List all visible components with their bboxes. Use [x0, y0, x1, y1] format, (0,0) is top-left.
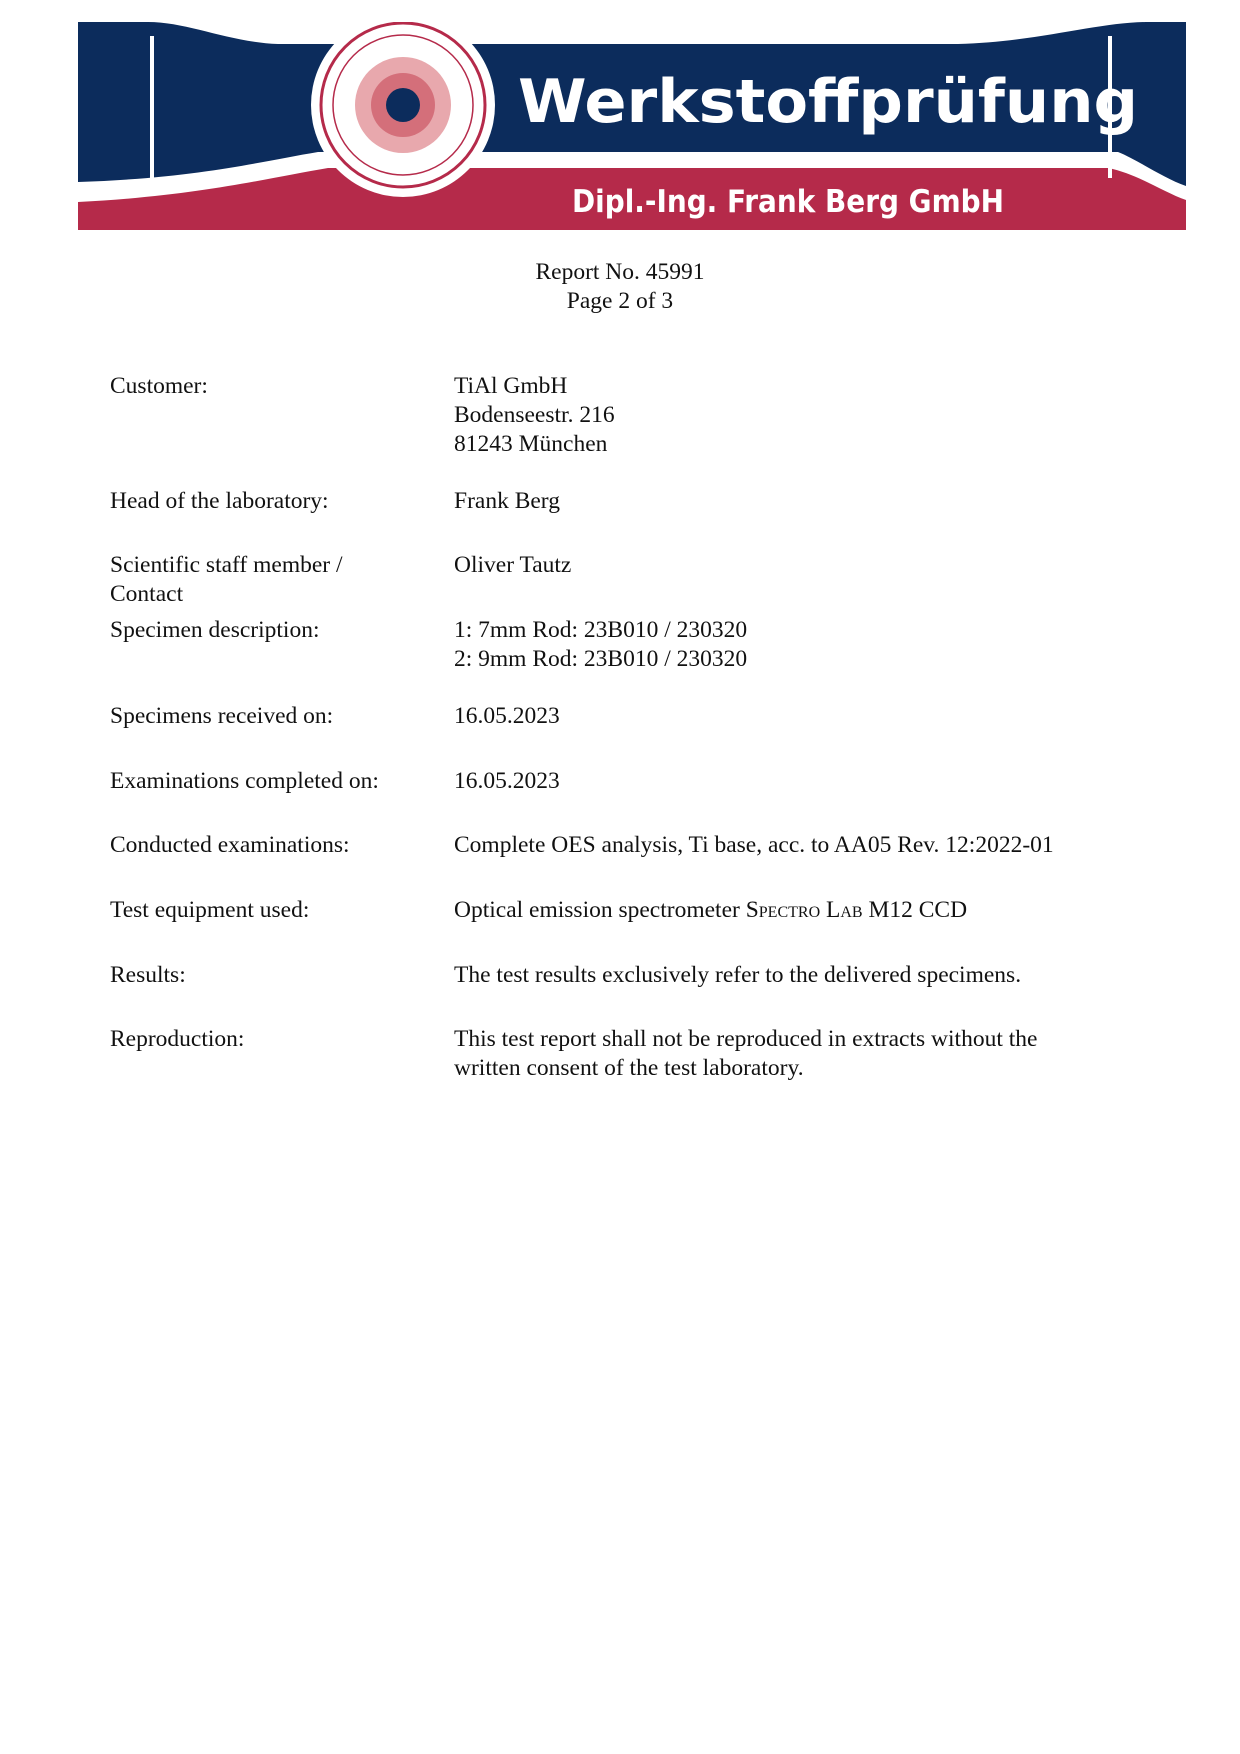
spectrometer-model: M12 CCD: [868, 897, 968, 923]
customer-name: TiAl GmbH: [454, 373, 568, 399]
scientific-staff-value: Oliver Tautz: [454, 552, 572, 578]
scientific-staff-label-line1: Scientific staff member /: [110, 552, 343, 578]
specimen-2: 2: 9mm Rod: 23B010 / 230320: [454, 646, 748, 672]
head-of-lab-label: Head of the laboratory:: [110, 488, 329, 514]
report-number: Report No. 45991: [535, 259, 705, 285]
page-indicator: Page 2 of 3: [566, 288, 674, 314]
specimen-description-label: Specimen description:: [110, 617, 320, 643]
test-equipment-prefix: Optical emission spectrometer: [454, 897, 740, 923]
company-name: Werkstoffprüfung: [518, 67, 1138, 137]
results-value: The test results exclusively refer to the delivered specimens.: [454, 962, 1022, 988]
results-label: Results:: [110, 962, 186, 988]
customer-value: [454, 372, 1154, 459]
spectrometer-brand-word1: Spectro: [745, 897, 821, 923]
customer-label: Customer:: [110, 373, 208, 399]
specimen-1: 1: 7mm Rod: 23B010 / 230320: [454, 617, 748, 643]
customer-city: 81243 München: [454, 431, 608, 457]
letterhead-graphic: [78, 22, 1186, 230]
head-of-lab-value: Frank Berg: [454, 488, 560, 514]
scientific-staff-label: [110, 551, 440, 609]
left-accent-line: [150, 36, 154, 178]
company-subtitle: Dipl.-Ing. Frank Berg GmbH: [572, 184, 1004, 220]
reproduction-value: [454, 1025, 1154, 1083]
specimens-received-value: 16.05.2023: [454, 703, 560, 729]
letterhead-banner: [78, 22, 1186, 230]
reproduction-label: Reproduction:: [110, 1026, 245, 1052]
test-equipment-value: [454, 896, 1154, 925]
reproduction-line1: This test report shall not be reproduced in extracts without the: [454, 1026, 1038, 1052]
reproduction-line2: written consent of the test laboratory.: [454, 1055, 804, 1081]
examinations-completed-label: Examinations completed on:: [110, 768, 379, 794]
conducted-examinations-label: Conducted examinations:: [110, 832, 350, 858]
specimens-received-label: Specimens received on:: [110, 703, 334, 729]
spectrometer-brand-word2: Lab: [826, 897, 863, 923]
test-equipment-label: Test equipment used:: [110, 897, 310, 923]
report-header: [0, 258, 1240, 316]
customer-street: Bodenseestr. 216: [454, 402, 615, 428]
examinations-completed-value: 16.05.2023: [454, 768, 560, 794]
conducted-examinations-value: Complete OES analysis, Ti base, acc. to AA05 Rev. 12:2022-01: [454, 832, 1054, 858]
scientific-staff-label-line2: Contact: [110, 581, 184, 607]
specimen-description-value: [454, 616, 1154, 674]
